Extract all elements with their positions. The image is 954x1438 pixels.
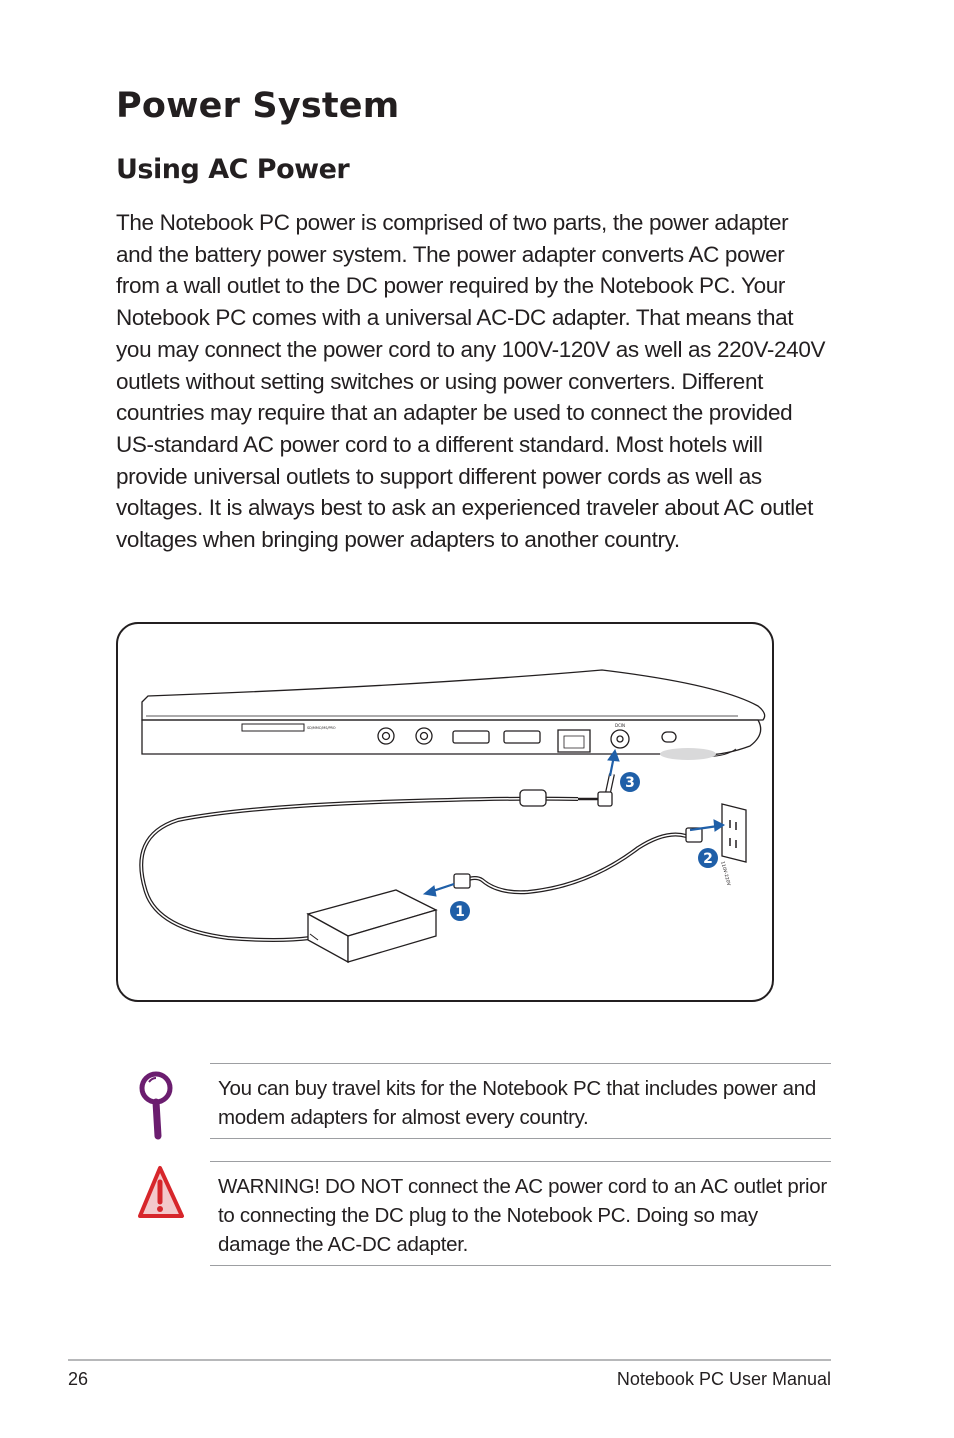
step-marker-3: [620, 772, 640, 792]
power-adapter-brick: [308, 890, 436, 962]
connection-diagram: [118, 624, 776, 1004]
step-marker-1: [450, 901, 470, 921]
dc-port-label: DCIN: [615, 723, 626, 728]
page-number: 26: [68, 1369, 89, 1389]
manual-name: Notebook PC User Manual: [616, 1369, 831, 1389]
ac-power-connection-figure: [116, 622, 774, 1002]
step-marker-3-label: 3: [625, 775, 635, 791]
wall-outlet: [722, 804, 746, 862]
note-bottom-rule: [210, 1138, 831, 1139]
step-marker-2: [698, 848, 718, 868]
page-title: Power System: [116, 86, 400, 126]
body-paragraph: The Notebook PC power is comprised of two parts, the power adapter and the battery power system. The power adapter converts AC power from a wall outlet to the DC power required by the Notebook PC. Your Notebook PC comes with a universal AC-DC adapter. That means that you may connect the power cord to any 100V-120V as well as 220V-240V outlets without setting switches or using power converters. Different countries may require that an adapter be used to connect the provided US-standard AC power cord to a different standard. Most hotels will provide universal outlets to support different power cords as well as voltages. It is always best to ask an experienced traveler about AC outlet voltages when bringing power adapters to another country.: [116, 210, 826, 553]
footer-rule: [68, 1359, 831, 1361]
ac-cable: [454, 828, 702, 892]
warning-bottom-rule: [210, 1265, 831, 1266]
card-slot-label: SD/MMC/MS/PRO: [307, 726, 336, 730]
note-top-rule: [210, 1063, 831, 1064]
step-marker-2-label: 2: [703, 851, 713, 867]
magnifier-icon: [136, 1070, 176, 1144]
step-marker-1-label: 1: [455, 904, 465, 920]
warning-ac-cord: WARNING! DO NOT connect the AC power cord to an AC outlet prior to connecting the DC plug to the Notebook PC. Doing so may damage the AC-DC adapter.: [218, 1175, 827, 1256]
section-title: Using AC Power: [116, 154, 350, 185]
note-travel-kits: You can buy travel kits for the Notebook PC that includes power and modem adapters for almost every country.: [218, 1077, 816, 1129]
outlet-voltage-label: 110V-220V: [719, 860, 731, 887]
notebook-illustration: [142, 670, 765, 760]
warning-icon: [136, 1164, 188, 1224]
warning-top-rule: [210, 1161, 831, 1162]
